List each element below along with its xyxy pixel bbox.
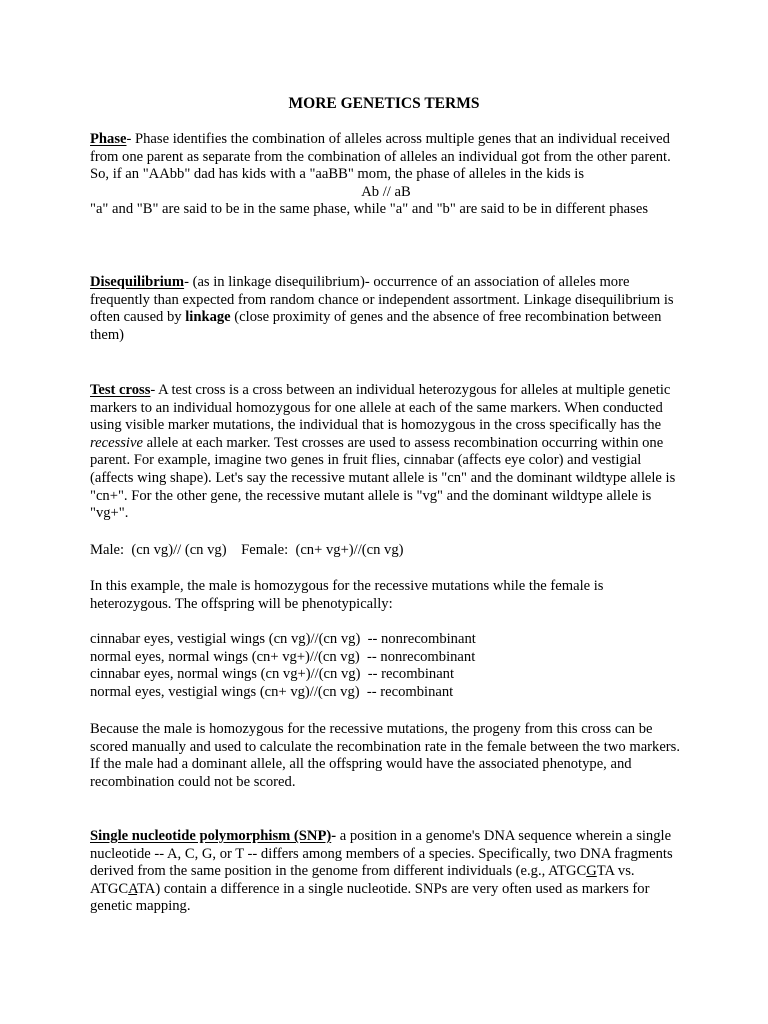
- linkage-term: linkage: [185, 309, 231, 326]
- phase-term: Phase: [90, 131, 127, 147]
- disequilibrium-paragraph: [90, 274, 682, 344]
- disequilibrium-definition: - (as in linkage disequilibrium)- occurrence of an association of alleles more frequently than expected from random chance or independent assortment. Linkage disequilibrium is often caused by: [90, 274, 674, 326]
- snp-definition: a position in a genome's DNA sequence wherein a single nucleotide -- A, C, G, or T -- differs among members of a species. Specifically, two DNA fragments derived from the same position in the genome from different individuals (e.g.,: [90, 828, 673, 880]
- seq2-prefix: ATGC: [90, 880, 129, 897]
- seq2-variant: A: [128, 880, 138, 897]
- seq1-variant: G: [586, 863, 597, 880]
- phase-explanation: "a" and "B" are said to be in the same phase, while "a" and "b" are said to be in different phases: [90, 201, 648, 218]
- snp-definition-end: ) contain a difference in a single nucleotide. SNPs are very often used as markers for genetic mapping.: [90, 880, 650, 915]
- seq1-prefix: ATGC: [548, 863, 587, 880]
- offspring-line: cinnabar eyes, normal wings (cn vg+)//(cn vg) -- recombinant: [90, 666, 455, 683]
- phase-definition: - Phase identifies the combination of alleles across multiple genes that an individual received from one parent as separate from the combination of alleles an individual got from the other parent. So, if an "AAbb" dad has kids with a "aaBB" mom, the phase of alleles in the kids is: [90, 131, 671, 183]
- testcross-definition: - A test cross is a cross between an individual heterozygous for alleles at multiple genetic markers to an individual homozygous for one allele at each of the same markers. When conducted using visible marker mutations, the individual that is homozygous in the cross specifically has the: [90, 382, 671, 434]
- page-title: MORE GENETICS TERMS: [288, 95, 480, 112]
- disequilibrium-term: Disequilibrium: [90, 274, 185, 290]
- seq1-suffix: TA vs.: [596, 863, 635, 880]
- phase-paragraph: [90, 131, 682, 219]
- offspring-line: normal eyes, normal wings (cn+ vg+)//(cn vg) -- nonrecombinant: [90, 648, 476, 665]
- snp-term: Single nucleotide polymorphism (SNP): [90, 828, 332, 844]
- offspring-line: normal eyes, vestigial wings (cn+ vg)//(cn vg) -- recombinant: [90, 683, 454, 700]
- disequilibrium-definition-end: (close proximity of genes and the absence of free recombination between them): [90, 309, 662, 343]
- recessive-emphasis: recessive: [90, 434, 143, 451]
- testcross-paragraph: [90, 382, 682, 523]
- offspring-line: cinnabar eyes, vestigial wings (cn vg)//(cn vg) -- nonrecombinant: [90, 631, 476, 647]
- testcross-genotypes: Male: (cn vg)// (cn vg) Female: (cn+ vg+)//(cn vg): [90, 542, 404, 558]
- snp-dash: -: [331, 828, 337, 844]
- offspring-list: [90, 631, 682, 701]
- snp-paragraph: [90, 828, 682, 916]
- seq2-suffix: TA: [137, 880, 156, 897]
- testcross-definition-end: allele at each marker. Test crosses are used to assess recombination occurring within one parent. For example, imagine two genes in fruit flies, cinnabar (affects eye color) and vestigial (affects wing shape). Let's say the recessive mutant allele is "cn" and the dominant wildtype allele is "cn+". For the other gene, the recessive mutant allele is "vg" and the dominant wildtype allele is "vg+".: [90, 434, 676, 522]
- testcross-conclusion: Because the male is homozygous for the recessive mutations, the progeny from this cross can be scored manually and used to calculate the recombination rate in the female between the two markers. If the male had a dominant allele, all the offspring would have the associated phenotype, and recombination could not be scored.: [90, 721, 680, 790]
- phase-notation: Ab // aB: [361, 183, 411, 200]
- testcross-example: In this example, the male is homozygous for the recessive mutations while the female is heterozygous. The offspring will be phenotypically:: [90, 578, 604, 612]
- testcross-term: Test cross: [90, 382, 151, 398]
